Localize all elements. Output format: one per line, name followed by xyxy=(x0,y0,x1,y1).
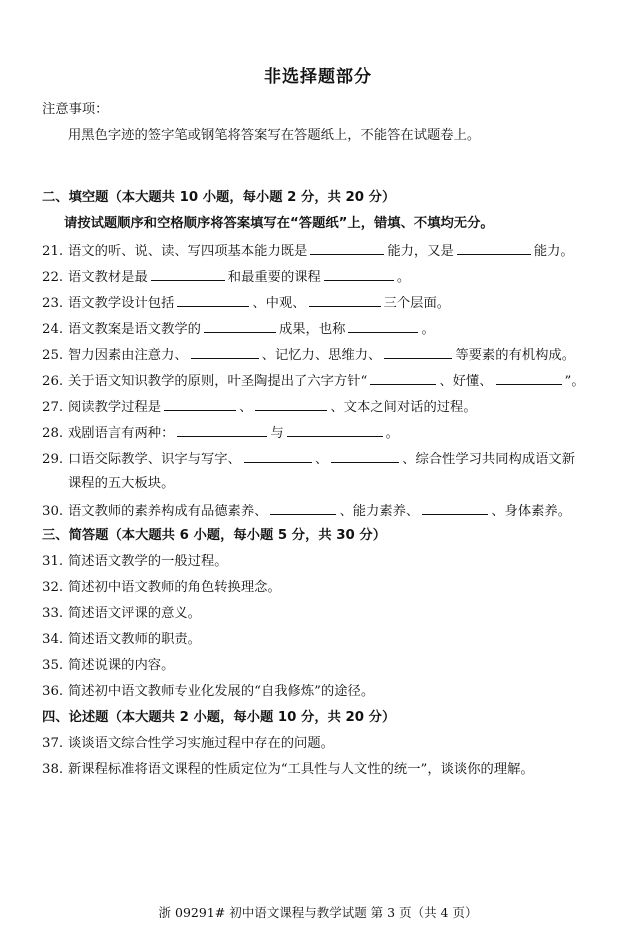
answer-blank xyxy=(204,320,276,333)
answer-blank xyxy=(324,268,394,281)
question-27: 27. 阅读教学过程是 、 、文本之间对话的过程。 xyxy=(42,400,477,415)
answer-blank xyxy=(457,242,531,255)
question-32: 32. 简述初中语文教师的角色转换理念。 xyxy=(42,580,281,595)
question-26: 26. 关于语文知识教学的原则，叶圣陶提出了六字方针“ 、好懂、 ”。 xyxy=(42,374,585,389)
question-25: 25. 智力因素由注意力、 、记忆力、思维力、 等要素的有机构成。 xyxy=(42,348,576,363)
question-29-continuation: 课程的五大板块。 xyxy=(68,476,175,491)
answer-blank xyxy=(370,372,436,385)
page-title: 非选择题部分 xyxy=(264,67,372,87)
question-28: 28. 戏剧语言有两种： 与 。 xyxy=(42,426,399,441)
question-33: 33. 简述语文评课的意义。 xyxy=(42,606,201,621)
answer-blank xyxy=(348,320,418,333)
answer-blank xyxy=(177,424,267,437)
question-36: 36. 简述初中语文教师专业化发展的“自我修炼”的途径。 xyxy=(42,684,375,699)
question-30: 30. 语文教师的素养构成有品德素养、 、能力素养、 、身体素养。 xyxy=(42,504,572,519)
question-31: 31. 简述语文教学的一般过程。 xyxy=(42,554,228,569)
question-22: 22. 语文教材是最 和最重要的课程 。 xyxy=(42,270,411,285)
section2-instruction: 请按试题顺序和空格顺序将答案填写在“答题纸”上，错填、不填均无分。 xyxy=(64,216,494,231)
answer-blank xyxy=(177,294,249,307)
answer-blank xyxy=(255,398,327,411)
answer-blank xyxy=(191,346,259,359)
question-37: 37. 谈谈语文综合性学习实施过程中存在的问题。 xyxy=(42,736,334,751)
question-24: 24. 语文教案是语文教学的 成果，也称 。 xyxy=(42,322,435,337)
section3-heading: 三、简答题（本大题共 6 小题，每小题 5 分，共 30 分） xyxy=(42,528,387,543)
question-23: 23. 语文教学设计包括 、中观、 三个层面。 xyxy=(42,296,451,311)
notice-text: 用黑色字迹的签字笔或钢笔将答案写在答题纸上，不能答在试题卷上。 xyxy=(68,128,481,143)
question-number: 21. xyxy=(42,244,64,259)
section2-heading: 二、填空题（本大题共 10 小题，每小题 2 分，共 20 分） xyxy=(42,190,396,205)
question-29: 29. 口语交际教学、识字与写字、 、 、综合性学习共同构成语文新 xyxy=(42,452,576,467)
page-footer: 浙 09291# 初中语文课程与教学试题 第 3 页（共 4 页） xyxy=(158,905,478,920)
question-21: 21. 语文的听、说、读、写四项基本能力既是 能力，又是 能力。 xyxy=(42,244,574,259)
answer-blank xyxy=(422,502,488,515)
answer-blank xyxy=(244,450,312,463)
answer-blank xyxy=(287,424,383,437)
answer-blank xyxy=(270,502,336,515)
answer-blank xyxy=(310,242,384,255)
answer-blank xyxy=(331,450,399,463)
question-34: 34. 简述语文教师的职责。 xyxy=(42,632,201,647)
answer-blank xyxy=(309,294,381,307)
section4-heading: 四、论述题（本大题共 2 小题，每小题 10 分，共 20 分） xyxy=(42,710,396,725)
question-35: 35. 简述说课的内容。 xyxy=(42,658,175,673)
notice-heading: 注意事项： xyxy=(42,102,109,117)
answer-blank xyxy=(151,268,225,281)
question-38: 38. 新课程标准将语文课程的性质定位为“工具性与人文性的统一”，谈谈你的理解。 xyxy=(42,762,534,777)
answer-blank xyxy=(384,346,452,359)
answer-blank xyxy=(496,372,562,385)
answer-blank xyxy=(164,398,236,411)
